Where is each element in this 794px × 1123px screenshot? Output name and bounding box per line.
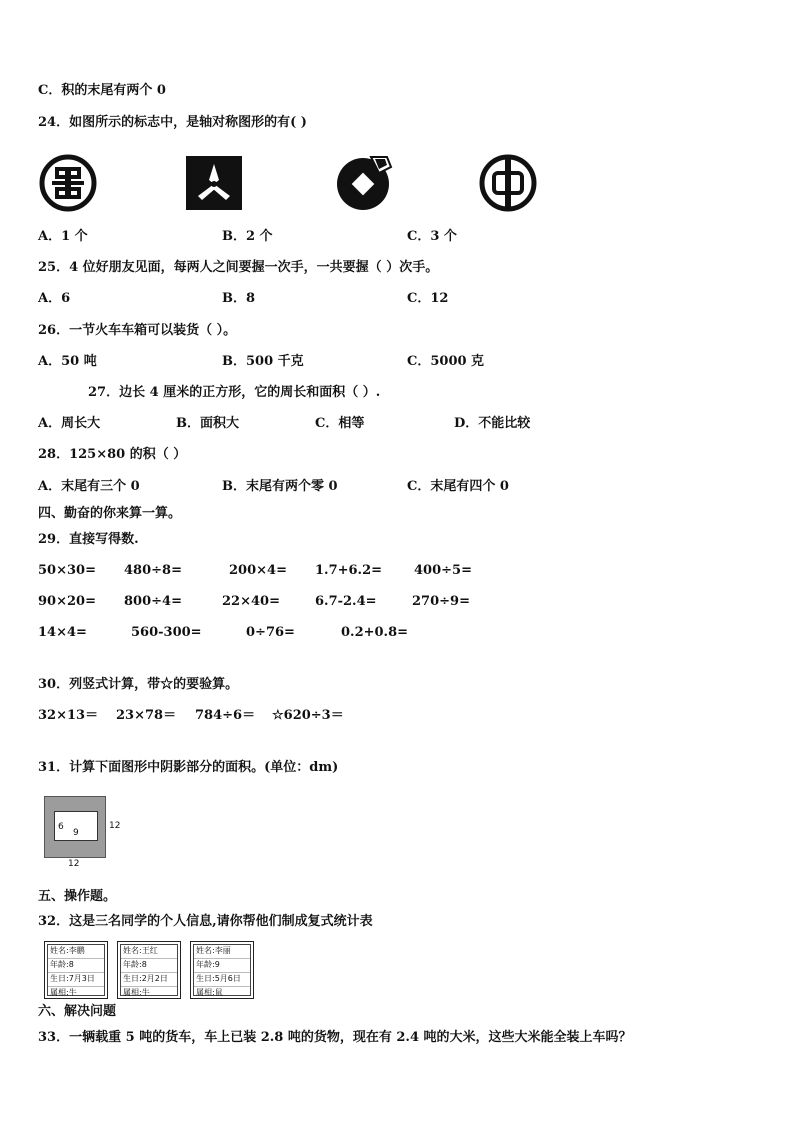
q27-option-b: B．面积大: [176, 416, 239, 431]
china-construction-bank-logo-icon: [335, 153, 395, 213]
card-birthday: 生日:7月3日: [48, 973, 104, 987]
card-zodiac: 属相:牛: [123, 988, 150, 997]
q33-question: 33．一辆载重 5 吨的货车，车上已装 2.8 吨的货物，现在有 2.4 吨的大米，这些大米能全装上车吗？: [38, 1030, 632, 1045]
q24-option-b: B．2 个: [222, 229, 273, 244]
student-card: [44, 941, 108, 999]
q29-question: 29．直接写得数.: [38, 532, 139, 547]
student-card: [117, 941, 181, 999]
q30-item: 784÷6＝: [195, 708, 256, 723]
q24-option-a: A．1 个: [38, 229, 88, 244]
figure-label-inner-width: 9: [73, 828, 79, 838]
q30-item: 32×13＝: [38, 708, 99, 723]
q28-option-c: C．末尾有四个 0: [407, 479, 509, 494]
q29-item: 0.2+0.8=: [341, 625, 409, 640]
q28-question: 28．125×80 的积（ ）: [38, 447, 187, 462]
q26-option-a: A．50 吨: [38, 354, 97, 369]
q25-option-b: B．8: [222, 291, 256, 306]
q25-option-a: A．6: [38, 291, 71, 306]
card-birthday: 生日:2月2日: [121, 973, 177, 987]
card-zodiac: 属相:鼠: [196, 988, 223, 997]
q26-option-c: C．5000 克: [407, 354, 485, 369]
q30-item: 23×78＝: [116, 708, 177, 723]
q30-item: ☆620÷3＝: [272, 708, 344, 723]
q25-question: 25．4 位好朋友见面，每两人之间要握一次手，一共要握（ ）次手。: [38, 260, 439, 275]
q27-option-a: A．周长大: [38, 416, 101, 431]
card-age: 年龄:8: [48, 959, 104, 973]
q31-question: 31．计算下面图形中阴影部分的面积。(单位：dm): [38, 760, 339, 775]
card-birthday: 生日:5月6日: [194, 973, 250, 987]
card-name: 姓名:李鹏: [48, 945, 104, 959]
q28-option-a: A．末尾有三个 0: [38, 479, 140, 494]
icbc-logo-icon: [38, 153, 98, 213]
student-card: [190, 941, 254, 999]
card-name: 姓名:李丽: [194, 945, 250, 959]
q29-item: 1.7+6.2=: [315, 563, 383, 578]
q29-item: 800÷4=: [124, 594, 182, 609]
section-4-heading: 四、勤奋的你来算一算。: [38, 506, 182, 521]
q24-option-c: C．3 个: [407, 229, 457, 244]
q27-option-d: D．不能比较: [454, 416, 531, 431]
q28-option-b: B．末尾有两个零 0: [222, 479, 338, 494]
q29-item: 560-300=: [131, 625, 202, 640]
figure-label-outer-side: 12: [109, 821, 121, 831]
card-zodiac: 属相:牛: [50, 988, 77, 997]
q26-question: 26．一节火车车箱可以装货（ ）。: [38, 323, 237, 338]
bank-of-china-logo-icon: [478, 153, 538, 213]
q29-item: 480÷8=: [124, 563, 182, 578]
q25-option-c: C．12: [407, 291, 449, 306]
section-5-heading: 五、操作题。: [38, 889, 117, 904]
q29-item: 270÷9=: [412, 594, 470, 609]
card-age: 年龄:9: [194, 959, 250, 973]
q30-question: 30．列竖式计算，带☆的要验算。: [38, 677, 239, 692]
q24-question: 24．如图所示的标志中，是轴对称图形的有( ): [38, 115, 307, 130]
figure-label-inner-height: 6: [58, 822, 64, 832]
card-name: 姓名:王红: [121, 945, 177, 959]
figure-label-outer-bottom: 12: [68, 859, 80, 869]
q29-item: 200×4=: [229, 563, 287, 578]
q29-item: 14×4=: [38, 625, 87, 640]
q29-item: 22×40=: [222, 594, 280, 609]
q29-item: 0÷76=: [246, 625, 295, 640]
q27-question: 27．边长 4 厘米的正方形，它的周长和面积（ ）.: [88, 385, 381, 400]
q27-option-c: C．相等: [315, 416, 365, 431]
q29-item: 50×30=: [38, 563, 96, 578]
q29-item: 90×20=: [38, 594, 96, 609]
q26-option-b: B．500 千克: [222, 354, 304, 369]
card-age: 年龄:8: [121, 959, 177, 973]
section-6-heading: 六、解决问题: [38, 1004, 117, 1019]
q29-item: 400÷5=: [414, 563, 472, 578]
q29-item: 6.7-2.4=: [315, 594, 377, 609]
construction-bank-style-logo-icon: [186, 156, 242, 210]
q32-question: 32．这是三名同学的个人信息,请你帮他们制成复式统计表: [38, 914, 373, 929]
q23-option-c: C．积的末尾有两个 0: [38, 83, 166, 98]
shaded-area-figure: [44, 796, 106, 858]
